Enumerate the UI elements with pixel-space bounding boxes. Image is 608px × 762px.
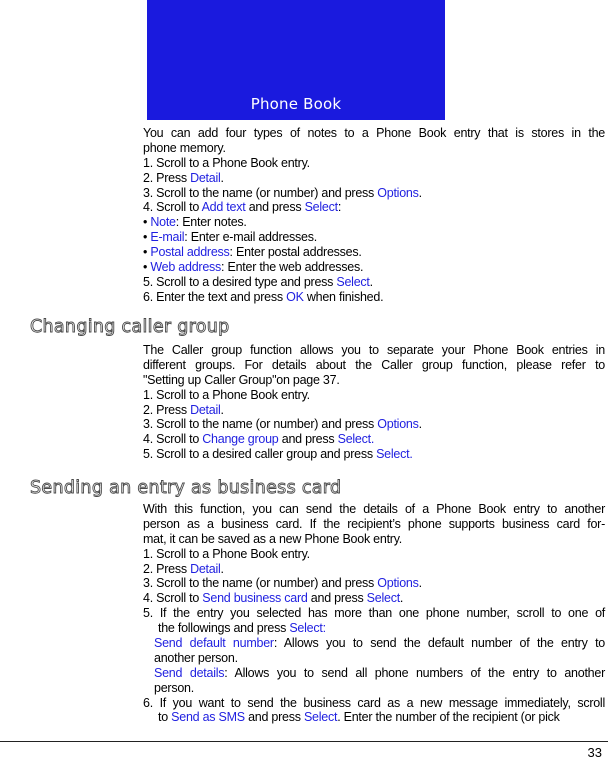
caller-group-step: 1. Scroll to a Phone Book entry. bbox=[143, 387, 310, 402]
notes-step bbox=[143, 186, 605, 201]
bullet-icon: • bbox=[143, 230, 151, 245]
notes-step bbox=[143, 290, 605, 305]
caller-group-step bbox=[143, 417, 605, 432]
step-text: 2. Press bbox=[143, 561, 191, 576]
business-card-step bbox=[143, 576, 605, 591]
softkey-detail: Detail bbox=[190, 561, 221, 576]
option-description: : Allows you to send all phone numbers of the entry to another bbox=[224, 665, 605, 680]
business-card-intro-line: mat, it can be saved as a new Phone Book entry. bbox=[143, 531, 403, 546]
step-text: . bbox=[418, 417, 422, 432]
softkey-options: Options bbox=[377, 576, 419, 591]
bullet-text: : Enter postal addresses. bbox=[229, 245, 362, 260]
notes-intro-line: You can add four types of notes to a Phone Book entry that is stores in the bbox=[143, 126, 605, 140]
menu-send-business-card: Send business card bbox=[202, 591, 308, 606]
step-text: when finished. bbox=[303, 289, 384, 304]
notes-step bbox=[143, 171, 605, 186]
softkey-select: Select. bbox=[376, 447, 413, 462]
section-heading-caller-group: Changing caller group bbox=[30, 317, 230, 337]
business-card-step: 6. If you want to send the business card as a new message immediately, scroll bbox=[143, 695, 605, 710]
option-send-details bbox=[143, 666, 605, 681]
caller-group-intro-line: "Setting up Caller Group"on page 37. bbox=[143, 372, 340, 387]
bullet-text: : Enter notes. bbox=[175, 215, 247, 230]
banner-title: Phone Book bbox=[250, 95, 342, 113]
caller-group-step bbox=[143, 447, 605, 462]
caller-group-step bbox=[143, 432, 605, 447]
caller-group-intro-line: The Caller group function allows you to separate your Phone Book entries in bbox=[143, 343, 605, 357]
bullet-icon: • bbox=[143, 215, 151, 230]
bullet-text: : Enter e-mail addresses. bbox=[184, 230, 317, 245]
step-text: 6. Enter the text and press bbox=[143, 289, 287, 304]
business-card-step bbox=[143, 562, 605, 577]
notes-step bbox=[143, 275, 605, 290]
softkey-select: Select bbox=[304, 200, 338, 215]
option-send-default-number-label: Send default number bbox=[154, 636, 274, 651]
caller-group-step bbox=[143, 403, 605, 418]
step-text: 5. Scroll to a desired type and press bbox=[143, 274, 337, 289]
bullet-icon: • bbox=[143, 245, 151, 260]
page-number: 33 bbox=[587, 745, 602, 760]
step-text: . bbox=[220, 402, 224, 417]
option-note: Note bbox=[150, 215, 176, 230]
option-description-continued: another person. bbox=[154, 650, 238, 665]
step-text: and press bbox=[245, 200, 305, 215]
section-heading-business-card: Sending an entry as business card bbox=[30, 478, 342, 498]
softkey-select: Select bbox=[366, 591, 400, 606]
step-text: 4. Scroll to bbox=[143, 591, 203, 606]
option-send-details-label: Send details bbox=[154, 665, 225, 680]
option-postal-address: Postal address bbox=[150, 245, 230, 260]
step-text: 4. Scroll to bbox=[143, 200, 202, 215]
step-text: 3. Scroll to the name (or number) and press bbox=[143, 417, 378, 432]
bullet-text: : Enter the web addresses. bbox=[221, 260, 364, 275]
softkey-select: Select. bbox=[337, 432, 375, 447]
step-text: . bbox=[399, 591, 404, 606]
step-text: and press bbox=[307, 591, 367, 606]
business-card-step: 5. If the entry you selected has more than one phone number, scroll to one of bbox=[143, 606, 605, 621]
step-text: 5. Scroll to a desired caller group and press bbox=[143, 447, 377, 462]
business-card-step bbox=[143, 591, 605, 606]
softkey-options: Options bbox=[377, 417, 419, 432]
caller-group-section bbox=[143, 343, 605, 462]
phone-book-banner bbox=[147, 0, 445, 120]
notes-bullet bbox=[143, 260, 605, 275]
step-text: . Enter the number of the recipient (or pick bbox=[337, 710, 560, 725]
step-colon: : bbox=[322, 621, 326, 636]
business-card-section bbox=[143, 502, 605, 725]
step-text: . bbox=[220, 170, 224, 185]
step-text: 4. Scroll to bbox=[143, 432, 203, 447]
step-text: . bbox=[220, 561, 224, 576]
option-description-continued: person. bbox=[154, 680, 194, 695]
step-text: to bbox=[158, 710, 172, 725]
notes-step bbox=[143, 200, 605, 215]
business-card-step: 1. Scroll to a Phone Book entry. bbox=[143, 546, 310, 561]
business-card-step-continued bbox=[143, 710, 605, 725]
option-description: : Allows you to send the default number of the entry to bbox=[273, 636, 605, 651]
caller-group-intro-line: different groups. For details about the Caller group function, please refer to bbox=[143, 357, 605, 372]
notes-bullet bbox=[143, 245, 605, 260]
softkey-options: Options bbox=[377, 185, 419, 200]
notes-bullet bbox=[143, 215, 605, 230]
option-send-default-number bbox=[143, 636, 605, 651]
step-text: : bbox=[337, 200, 342, 215]
softkey-ok: OK bbox=[286, 289, 304, 304]
step-text: 3. Scroll to the name (or number) and press bbox=[143, 576, 378, 591]
footer-rule bbox=[0, 741, 608, 742]
softkey-detail: Detail bbox=[190, 402, 221, 417]
option-send-as-sms: Send as SMS bbox=[171, 710, 245, 725]
step-text: . bbox=[369, 274, 373, 289]
step-text: and press bbox=[244, 710, 304, 725]
step-text: 3. Scroll to the name (or number) and press bbox=[143, 185, 378, 200]
step-text: the followings and press bbox=[158, 621, 290, 636]
step-text: 2. Press bbox=[143, 170, 191, 185]
business-card-step-continued bbox=[143, 621, 605, 636]
softkey-select: Select bbox=[289, 621, 323, 636]
business-card-intro-line: With this function, you can send the details of a Phone Book entry to another bbox=[143, 502, 605, 516]
step-text: . bbox=[418, 576, 422, 591]
option-email: E-mail bbox=[150, 230, 185, 245]
step-text: 2. Press bbox=[143, 402, 191, 417]
option-web-address: Web address bbox=[150, 260, 222, 275]
step-text: . bbox=[418, 185, 422, 200]
softkey-detail: Detail bbox=[190, 170, 221, 185]
notes-bullet bbox=[143, 230, 605, 245]
notes-step: 1. Scroll to a Phone Book entry. bbox=[143, 155, 310, 170]
bullet-icon: • bbox=[143, 260, 151, 275]
business-card-intro-line: person as a business card. If the recipient’s phone supports business card for- bbox=[143, 516, 605, 531]
menu-change-group: Change group bbox=[202, 432, 279, 447]
step-text: and press bbox=[278, 432, 338, 447]
notes-intro-line: phone memory. bbox=[143, 140, 226, 155]
softkey-select: Select bbox=[336, 274, 370, 289]
notes-section bbox=[143, 126, 605, 305]
softkey-select: Select bbox=[303, 710, 338, 725]
menu-add-text: Add text bbox=[201, 200, 246, 215]
